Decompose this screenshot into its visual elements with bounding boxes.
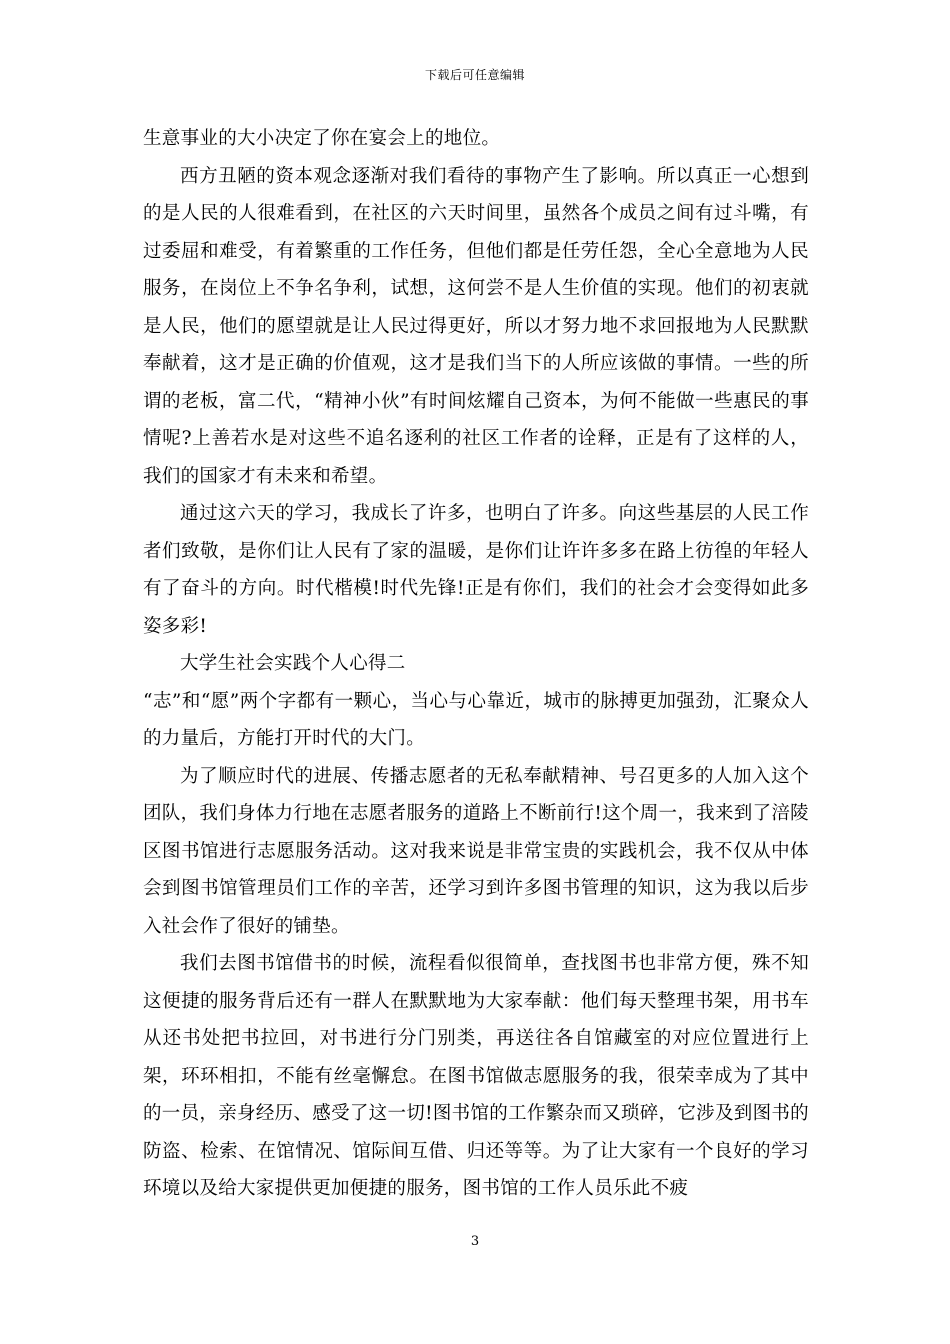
section-heading: 大学生社会实践个人心得二	[180, 653, 406, 674]
paragraph: “志”和“愿”两个字都有一颗心，当心与心靠近，城市的脉搏更加强劲，汇聚众人的力量后，方能打开时代的大门。	[143, 690, 809, 749]
paragraph: 我们去图书馆借书的时候，流程看似很简单，查找图书也非常方便，殊不知这便捷的服务背后还有一群人在默默地为大家奉献：他们每天整理书架，用书车从还书处把书拉回，对书进行分门别类，再送往各自馆藏室的对应位置进行上架，环环相扣，不能有丝毫懈怠。在图书馆做志愿服务的我，很荣幸成为了其中的一员，亲身经历、感受了这一切!图书馆的工作繁杂而又琐碎，它涉及到图书的防盗、检索、在馆情况、馆际间互借、归还等等。为了让大家有一个良好的学习环境以及给大家提供更加便捷的服务，图书馆的工作人员乐此不疲	[143, 953, 809, 1199]
paragraph: 生意事业的大小决定了你在宴会上的地位。	[143, 128, 501, 149]
page-header: 下载后可任意编辑	[424, 68, 525, 82]
document-body	[143, 120, 809, 1208]
page-number: 3	[470, 1234, 480, 1249]
paragraph: 为了顺应时代的进展、传播志愿者的无私奉献精神、号召更多的人加入这个团队，我们身体力行地在志愿者服务的道路上不断前行!这个周一，我来到了涪陵区图书馆进行志愿服务活动。这对我来说是非常宝贵的实践机会，我不仅从中体会到图书馆管理员们工作的辛苦，还学习到许多图书管理的知识，这为我以后步入社会作了很好的铺垫。	[143, 765, 809, 937]
paragraph: 通过这六天的学习，我成长了许多，也明白了许多。向这些基层的人民工作者们致敬，是你们让人民有了家的温暖，是你们让许许多多在路上彷徨的年轻人有了奋斗的方向。时代楷模!时代先锋!正是有你们，我们的社会才会变得如此多姿多彩!	[143, 503, 809, 637]
paragraph: 西方丑陋的资本观念逐渐对我们看待的事物产生了影响。所以真正一心想到的是人民的人很难看到，在社区的六天时间里，虽然各个成员之间有过斗嘴，有过委屈和难受，有着繁重的工作任务，但他们都是任劳任怨，全心全意地为人民服务，在岗位上不争名争利，试想，这何尝不是人生价值的实现。他们的初衷就是人民，他们的愿望就是让人民过得更好，所以才努力地不求回报地为人民默默奉献着，这才是正确的价值观，这才是我们当下的人所应该做的事情。一些的所谓的老板，富二代，“精神小伙”有时间炫耀自己资本，为何不能做一些惠民的事情呢?上善若水是对这些不追名逐利的社区工作者的诠释，正是有了这样的人，我们的国家才有未来和希望。	[143, 165, 809, 487]
